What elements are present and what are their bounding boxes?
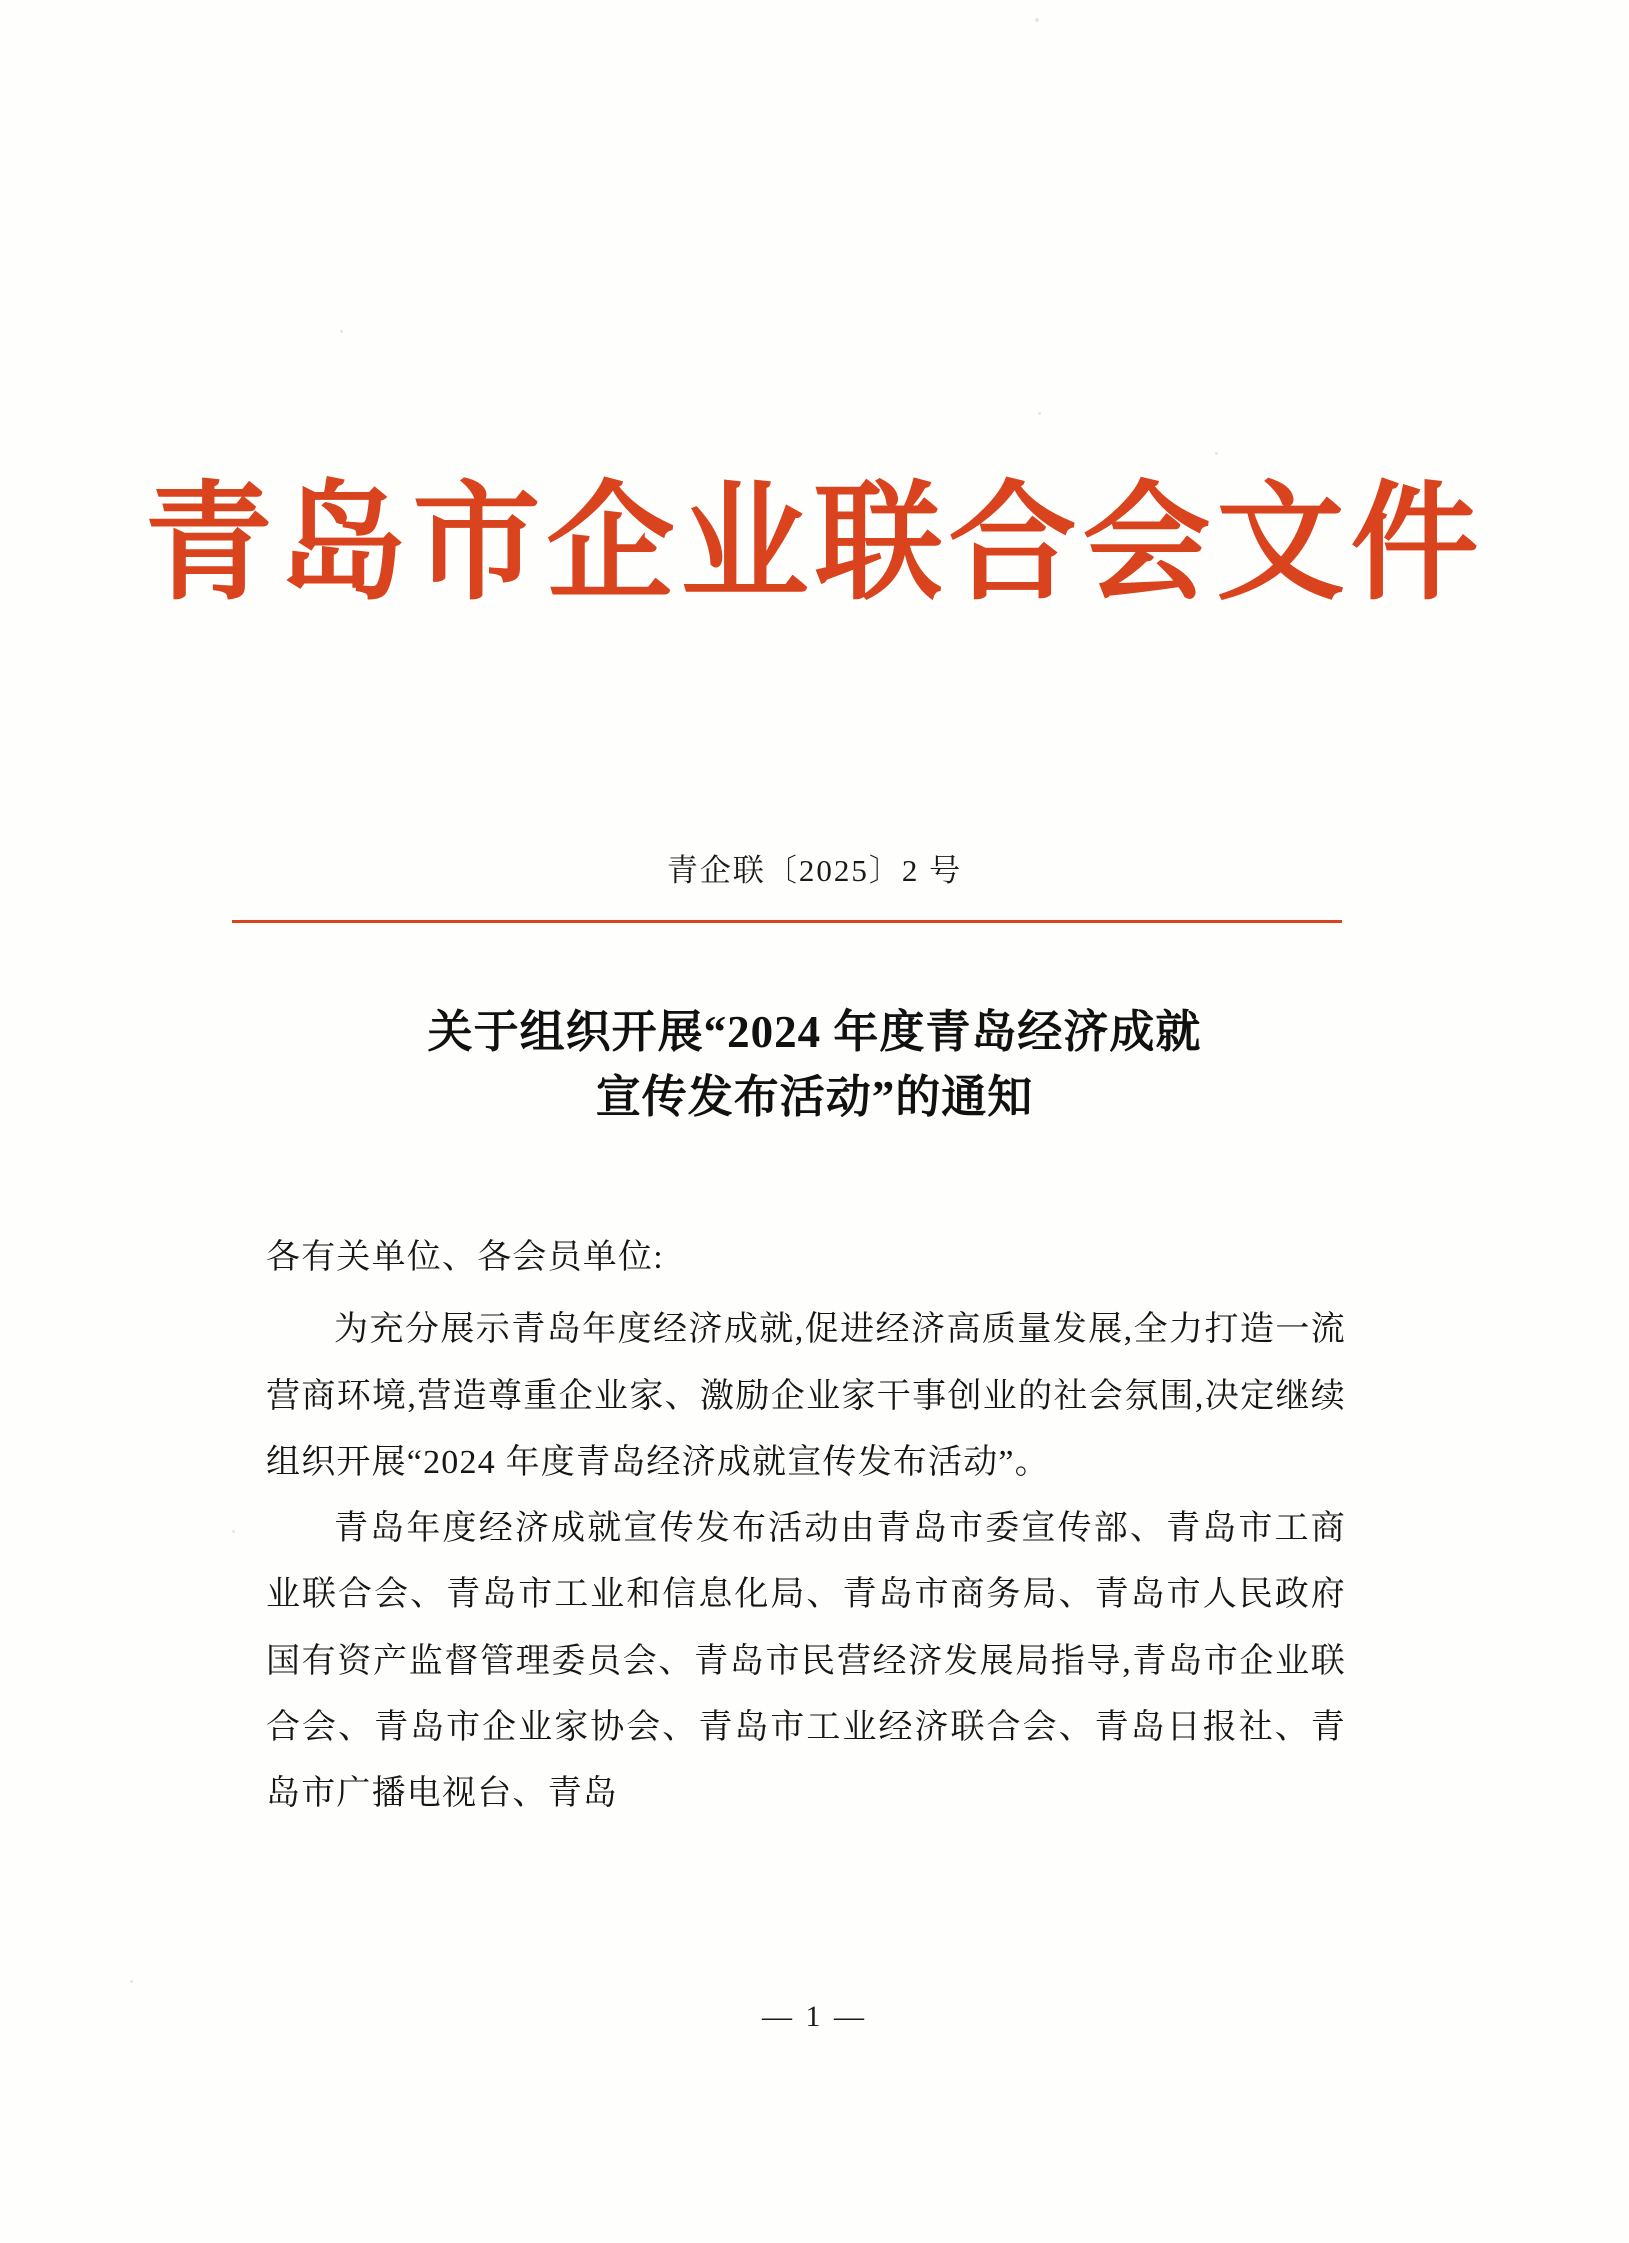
body-text bbox=[266, 1225, 1346, 1828]
red-divider-rule bbox=[232, 920, 1342, 923]
salutation: 各有关单位、各会员单位: bbox=[266, 1239, 664, 1276]
scan-speck bbox=[1038, 412, 1041, 415]
scan-speck bbox=[130, 1980, 133, 1983]
scan-speck bbox=[340, 330, 343, 333]
document-number: 青企联〔2025〕2 号 bbox=[666, 853, 963, 888]
scan-speck bbox=[232, 1530, 235, 1533]
page-title bbox=[0, 1000, 1629, 1131]
masthead-title: 青岛市企业联合会文件 bbox=[144, 472, 1485, 615]
page-title-line-1: 关于组织开展“2024 年度青岛经济成就 bbox=[427, 1007, 1202, 1057]
page-number: — 1 — bbox=[762, 2000, 867, 2033]
paragraph-1: 为充分展示青岛年度经济成就,促进经济高质量发展,全力打造一流营商环境,营造尊重企业家、激励企业家干事创业的社会氛围,决定继续组织开展“2024 年度青岛经济成就宣传发布活动”。 bbox=[266, 1311, 1346, 1481]
paragraph-2: 青岛年度经济成就宣传发布活动由青岛市委宣传部、青岛市工商业联合会、青岛市工业和信息化局、青岛市商务局、青岛市人民政府国有资产监督管理委员会、青岛市民营经济发展局指导,青岛市企业联合会、青岛市企业家协会、青岛市工业经济联合会、青岛日报社、青岛市广播电视台、青岛 bbox=[266, 1510, 1346, 1813]
scan-speck bbox=[1215, 452, 1218, 455]
scan-speck bbox=[1035, 18, 1039, 22]
page-title-line-2: 宣传发布活动”的通知 bbox=[595, 1072, 1034, 1123]
